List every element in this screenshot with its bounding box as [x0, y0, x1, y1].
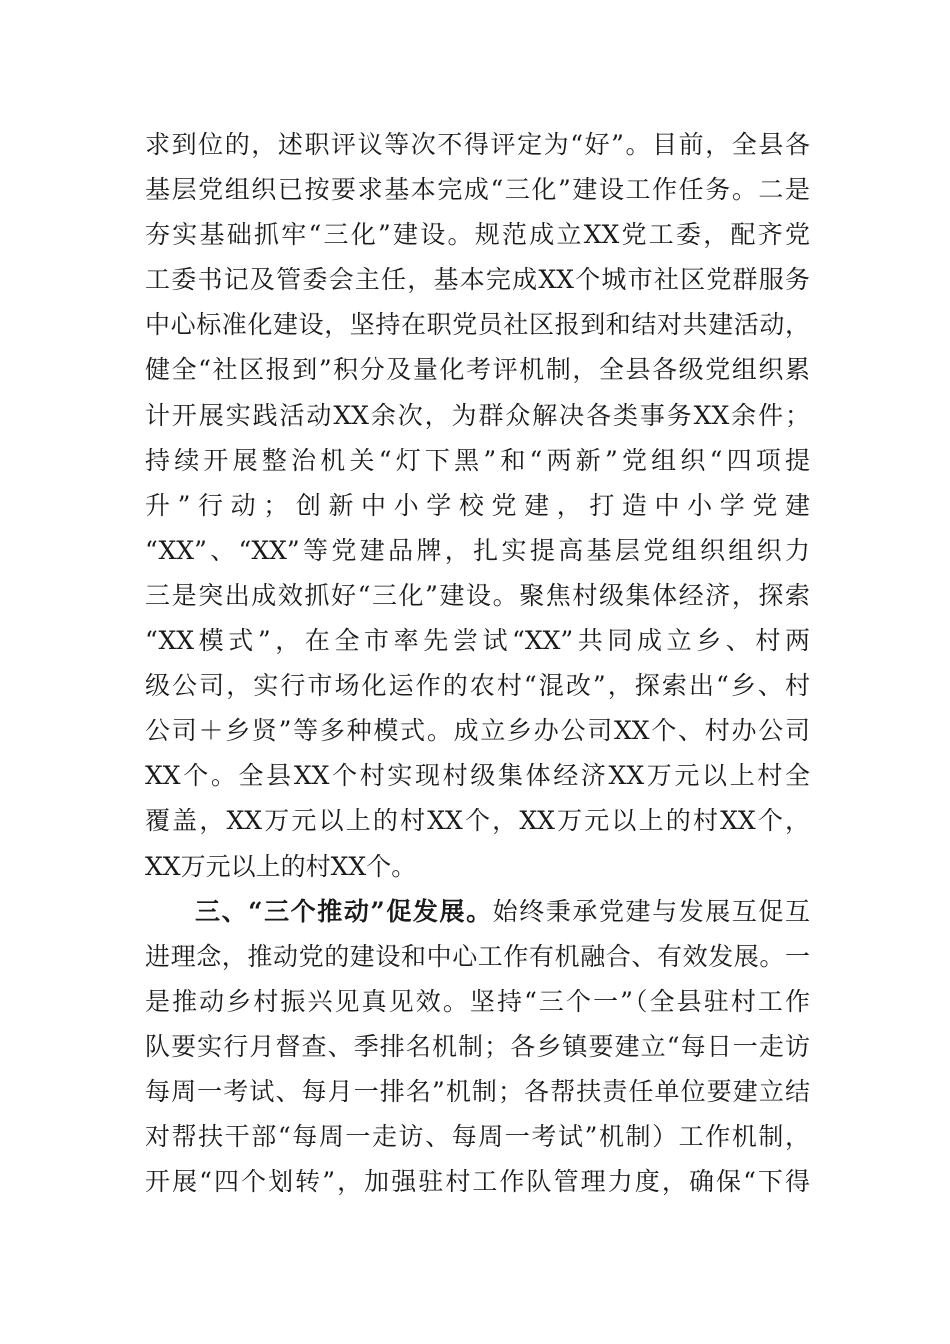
document-body [145, 122, 810, 1204]
paragraph-line: 夯实基础抓牢“三化”建设。规范成立XX党工委，配齐党 [145, 220, 810, 250]
paragraph-line: 是推动乡村振兴见真见效。坚持“三个一”（全县驻村工作 [145, 986, 810, 1016]
paragraph-line: 每周一考试、每月一排名”机制；各帮扶责任单位要建立结 [145, 1076, 810, 1106]
paragraph-line: 级公司，实行市场化运作的农村“混改”，探索出“乡、村 [145, 671, 810, 701]
paragraph-line: 对帮扶干部“每周一走访、每周一考试”机制）工作机制， [145, 1122, 810, 1152]
paragraph-line: “XX”、“XX”等党建品牌，扎实提高基层党组织组织力 [145, 535, 810, 565]
paragraph-line: 持续开展整治机关“灯下黑”和“两新”党组织“四项提 [145, 445, 810, 475]
paragraph-line: XX万元以上的村XX个。 [145, 851, 417, 881]
section-heading: 三、“三个推动”促发展。 [195, 896, 493, 926]
paragraph-line: 升”行动；创新中小学校党建，打造中小学党建 [145, 490, 810, 520]
paragraph-line: “XX模式”，在全市率先尝试“XX”共同成立乡、村两 [145, 626, 810, 656]
paragraph-line: 求到位的，述职评议等次不得评定为“好”。目前，全县各 [145, 130, 810, 159]
paragraph-line: 进理念，推动党的建设和中心工作有机融合、有效发展。一 [145, 941, 810, 971]
paragraph-line: 健全“社区报到”积分及量化考评机制，全县各级党组织累 [145, 355, 810, 385]
paragraph-line: 计开展实践活动XX余次，为群众解决各类事务XX余件； [145, 400, 810, 430]
paragraph-line: 三是突出成效抓好“三化”建设。聚焦村级集体经济，探索 [145, 580, 810, 610]
paragraph-line: 中心标准化建设，坚持在职党员社区报到和结对共建活动， [145, 310, 810, 340]
section-first-line [145, 889, 810, 934]
paragraph-line: 队要实行月督查、季排名机制；各乡镇要建立“每日一走访 [145, 1031, 810, 1061]
section-line-text: 始终秉承党建与发展互促互 [492, 896, 810, 926]
paragraph-line: XX个。全县XX个村实现村级集体经济XX万元以上村全 [145, 761, 810, 791]
paragraph-line: 开展“四个划转”，加强驻村工作队管理力度，确保“下得 [145, 1167, 810, 1197]
paragraph-line: 覆盖，XX万元以上的村XX个，XX万元以上的村XX个， [145, 806, 810, 836]
paragraph-line: 基层党组织已按要求基本完成“三化”建设工作任务。二是 [145, 175, 810, 205]
paragraph-line: 工委书记及管委会主任，基本完成XX个城市社区党群服务 [145, 265, 810, 295]
paragraph-line: 公司＋乡贤”等多种模式。成立乡办公司XX个、村办公司 [145, 716, 810, 746]
